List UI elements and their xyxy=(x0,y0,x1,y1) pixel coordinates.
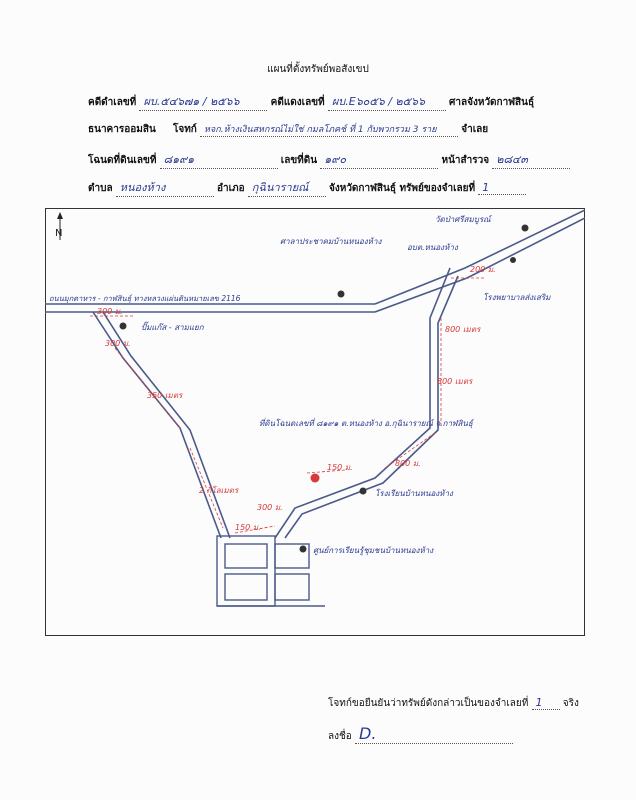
certify-row xyxy=(328,696,579,711)
defendant-number: 1 xyxy=(478,181,526,195)
distance-1: 300 ม. xyxy=(97,307,123,316)
page-title: แผนที่ตั้งทรัพย์พอสังเขป xyxy=(267,64,369,75)
district-label: อำเภอ xyxy=(216,183,245,194)
signature: D. xyxy=(355,724,513,744)
defendant-label: โจทก์ xyxy=(172,124,197,135)
distance-9: 2 กิโลเมตร xyxy=(199,486,239,495)
village-grid xyxy=(217,536,325,606)
defendant-name: หจก.ห้างเงินสหกรณ์ไม่ใช่ กมลโภคช์ ที่ 1 กับพวกรวม 3 ราย xyxy=(200,122,458,137)
school-marker xyxy=(360,488,367,495)
label-hospital: โรงพยาบาลส่งเสริม xyxy=(483,293,551,302)
certify-text: โจทก์ขอยืนยันว่าทรัพย์ดังกล่าวเป็นของจำเลยที่ xyxy=(328,698,529,709)
label-sao: อบต.หนองห้าง xyxy=(407,243,458,252)
hospital-marker xyxy=(510,257,516,263)
north-label: N xyxy=(55,228,63,239)
label-office: ศูนย์การเรียนรู้ชุมชนบ้านหนองห้าง xyxy=(313,546,434,555)
label-community-hall: ศาลาประชาคมบ้านหนองห้าง xyxy=(280,237,382,246)
deed-label: โฉนดที่ดินเลขที่ xyxy=(88,155,157,166)
certify-number: 1 xyxy=(532,696,560,710)
case-label: คดีดำเลขที่ xyxy=(88,97,137,108)
case-row xyxy=(88,92,534,111)
parties-row xyxy=(88,122,488,137)
distance-3: 350 เมตร xyxy=(147,391,183,400)
temple-marker xyxy=(522,225,529,232)
map-markers xyxy=(120,225,529,553)
subdistrict-value: หนองห้าง xyxy=(116,178,214,197)
certify-suffix: จริง xyxy=(562,698,579,709)
distance-8: 150 ม. xyxy=(327,463,353,472)
defendant-suffix: จำเลย xyxy=(461,124,489,135)
label-gas-station: ปั๊มแก๊ส - สามแยก xyxy=(141,323,204,332)
land-label: เลขที่ดิน xyxy=(280,155,318,166)
province-label: จังหวัดกาฬสินธุ์ ทรัพย์ของจำเลยที่ xyxy=(328,183,476,194)
property-marker xyxy=(311,474,320,483)
main-road-label: ถนนมุกดาหาร - กาฬสินธุ์ ทางหลวงแผ่นดินหมายเลข 2116 xyxy=(49,294,241,303)
red-case-number: ผบ.E๖๐๕๖ / ๒๕๖๖ xyxy=(328,92,446,111)
community-hall-marker xyxy=(338,291,345,298)
deed-row xyxy=(88,150,570,169)
office-marker xyxy=(300,546,307,553)
distance-5: 800 เมตร xyxy=(445,325,481,334)
red-case-label: คดีแดงเลขที่ xyxy=(270,97,325,108)
distance-7: 800 ม. xyxy=(395,459,421,468)
sign-label: ลงชื่อ xyxy=(328,731,352,742)
distance-10: 300 ม. xyxy=(257,503,283,512)
signature-row xyxy=(328,724,513,744)
land-number: ๑๙๐ xyxy=(320,150,438,169)
survey-label: หน้าสำรวจ xyxy=(441,155,490,166)
label-property: ที่ดินโฉนดเลขที่ ๘๑๙๑ ต.หนองห้าง อ.กุฉินารายณ์ จ.กาฬสินธุ์ xyxy=(259,419,473,428)
distance-4: 200 ม. xyxy=(470,265,496,274)
plaintiff-label: ธนาคารออมสิน xyxy=(88,124,156,135)
case-number: ผบ.๕๔๖๗๑ / ๒๕๖๖ xyxy=(139,92,267,111)
survey-number: ๒๘๔๓ xyxy=(492,150,570,169)
distance-6: 800 เมตร xyxy=(437,377,473,386)
location-row xyxy=(88,178,526,197)
court-name: ศาลจังหวัดกาฬสินธุ์ xyxy=(449,97,535,108)
label-temple: วัดป่าศรีสมบูรณ์ xyxy=(435,215,491,224)
sketch-map xyxy=(45,208,585,636)
district-value: กุฉินารายณ์ xyxy=(248,178,326,197)
distance-11: 150 ม. xyxy=(235,523,261,532)
subdistrict-label: ตำบล xyxy=(88,183,113,194)
label-school: โรงเรียนบ้านหนองห้าง xyxy=(375,489,453,498)
deed-number: ๘๑๙๑ xyxy=(160,150,278,169)
distance-2: 300 ม. xyxy=(105,339,131,348)
gas-station-marker xyxy=(120,323,127,330)
